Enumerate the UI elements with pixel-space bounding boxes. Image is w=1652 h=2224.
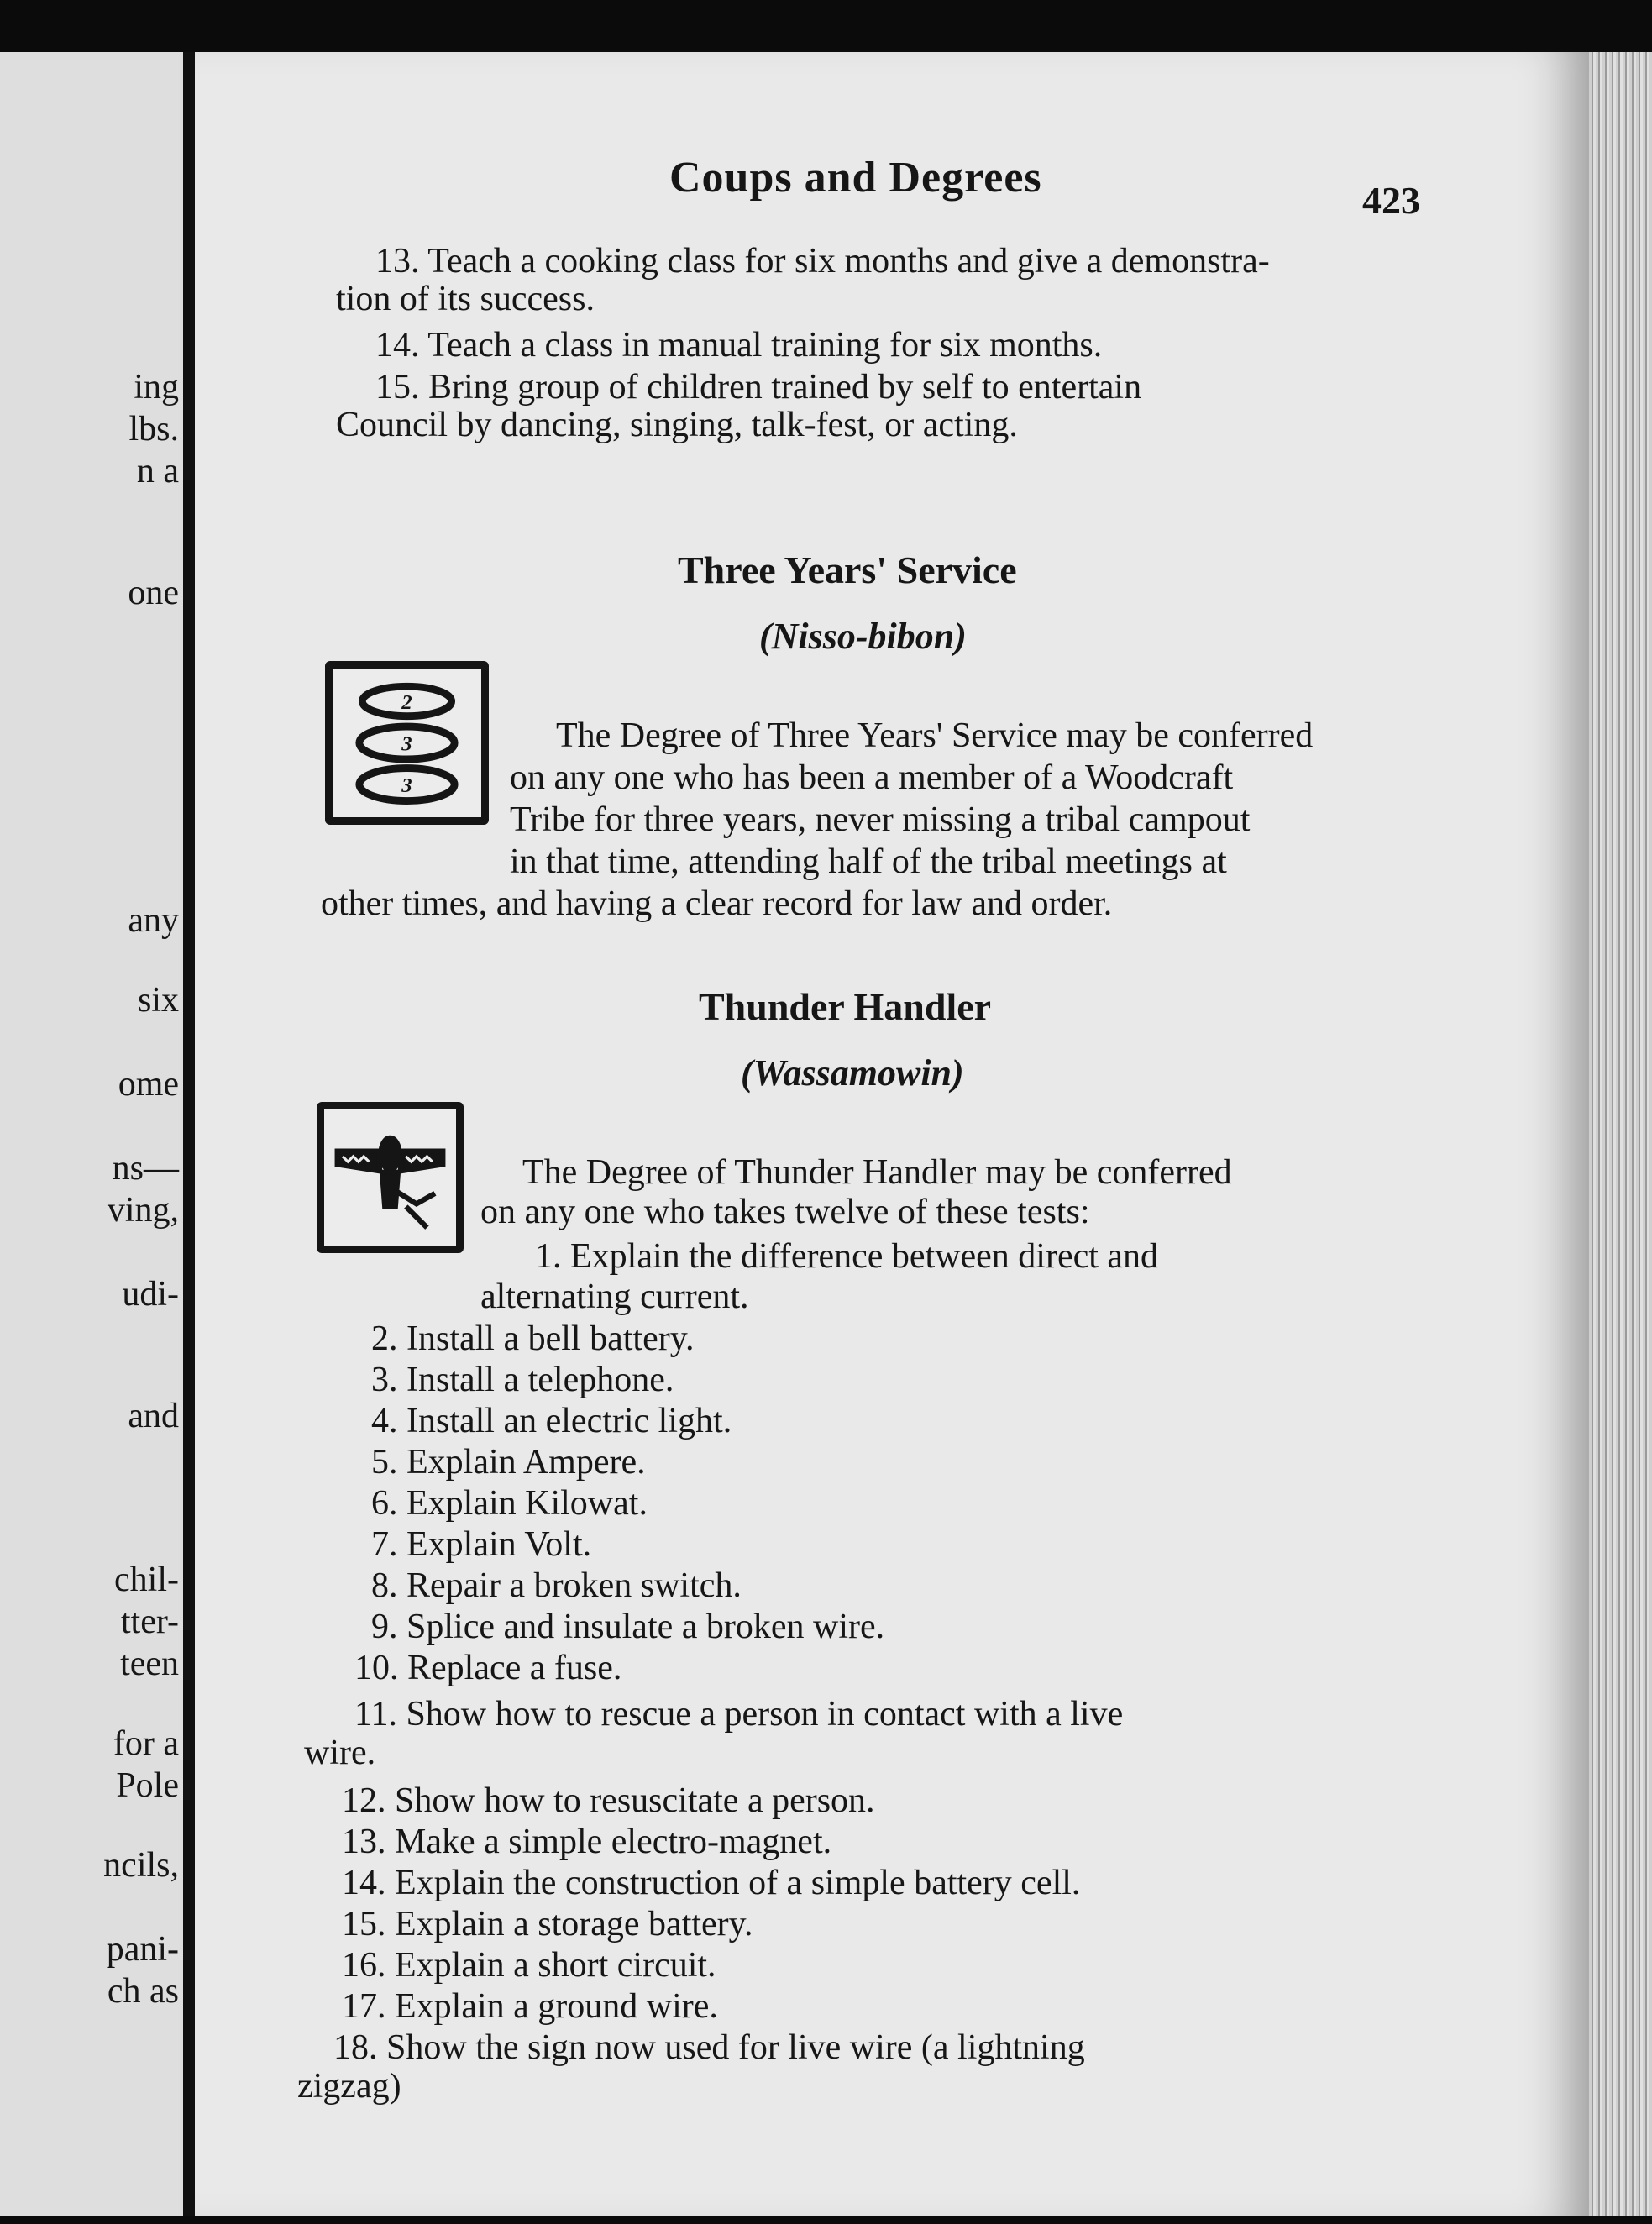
scan-top-border [0,0,1652,52]
left-fragment: ncils, [103,1846,179,1885]
test-text: Show how to rescue a person in contact with a live [406,1695,1124,1734]
left-fragment: teen [120,1644,179,1683]
test-text: Repair a broken switch. [406,1566,742,1605]
test-item [333,2027,1085,2068]
left-fragment: and [128,1397,179,1435]
item-text: Teach a cooking class for six months and give a demonstra- [427,242,1270,281]
left-fragment: one [128,574,179,612]
section-intro-line: on any one who takes twelve of these tests: [480,1193,1090,1231]
test-text: Explain a storage battery. [395,1905,753,1943]
test-item [371,1483,648,1524]
test-text: Explain a short circuit. [395,1946,716,1985]
test-item [342,1904,753,1944]
test-text: Explain Ampere. [406,1443,646,1482]
test-number: 16. [342,1946,386,1985]
test-item [354,1694,1123,1734]
item-text: Teach a class in manual training for six months. [427,326,1103,365]
test-number: 4. [371,1402,398,1440]
left-fragment: chil- [114,1560,179,1599]
left-fragment: any [128,901,179,940]
section-body-line: on any one who has been a member of a Woodcraft [510,758,1234,797]
test-item [371,1442,646,1482]
item-number: 15. [375,368,420,407]
test-item [342,1822,831,1862]
item-number: 13. [375,242,420,281]
test-text: Install a bell battery. [406,1319,695,1358]
book-page [195,52,1597,2216]
test-item [371,1401,732,1441]
section-body-line: The Degree of Three Years' Service may be conferred [556,716,1314,755]
left-fragment: for a [113,1724,179,1763]
left-fragment: udi- [122,1275,179,1314]
test-number: 11. [354,1695,397,1734]
test-item [371,1607,884,1647]
test-text: Install an electric light. [406,1402,732,1440]
test-item-cont: zigzag) [297,2067,401,2106]
test-text: Show the sign now used for live wire (a lightning [386,2028,1085,2067]
section-body-line: Tribe for three years, never missing a tribal campout [510,800,1251,839]
test-item [342,1781,875,1821]
test-number: 10. [354,1649,399,1687]
test-item-cont: wire. [304,1734,376,1772]
page-number: 423 [1362,179,1420,222]
test-number: 18. [333,2028,378,2067]
left-fragment: lbs. [128,410,179,448]
test-item [342,1986,718,2027]
test-number: 9. [371,1608,398,1646]
test-number: 5. [371,1443,398,1482]
emblem-mark: 2 [401,690,412,714]
scan-bottom-border [0,2216,1652,2224]
item-number: 14. [375,326,420,365]
left-fragment: six [137,981,179,1020]
test-number: 3. [371,1361,398,1399]
test-item-cont: alternating current. [480,1277,749,1316]
test-text: Show how to resuscitate a person. [395,1781,875,1820]
section-body-line: other times, and having a clear record for law and order. [321,884,1113,923]
test-item [371,1524,591,1565]
test-text: Make a simple electro-magnet. [395,1823,832,1861]
section-title-thunder-handler: Thunder Handler [699,985,992,1028]
test-number: 2. [371,1319,398,1358]
test-number: 13. [342,1823,386,1861]
section-title-three-years: Three Years' Service [678,548,1017,591]
running-head: Coups and Degrees [669,154,1042,202]
left-fragment: ome [118,1065,179,1104]
left-fragment: n a [136,452,179,490]
section-subtitle-three-years: (Nisso-bibon) [759,616,967,657]
test-number: 7. [371,1525,398,1564]
test-number: 15. [342,1905,386,1943]
left-fragment: ing [134,368,179,407]
test-number: 1. [535,1237,562,1276]
continued-item-13 [375,241,1270,281]
test-number: 8. [371,1566,398,1605]
test-text: Install a telephone. [406,1361,674,1399]
test-item [342,1945,716,1985]
continued-item-14 [375,325,1102,365]
section-body-line: in that time, attending half of the tribal meetings at [510,842,1227,881]
test-text: Explain Volt. [406,1525,592,1564]
test-text: Explain the construction of a simple battery cell. [395,1864,1081,1902]
continued-item-13-cont: tion of its success. [336,280,595,318]
left-fragment: Pole [116,1766,179,1805]
emblem-mark: 3 [401,774,412,797]
test-item [371,1319,694,1359]
test-text: Explain a ground wire. [395,1987,718,2026]
continued-item-15 [375,367,1141,407]
test-text: Splice and insulate a broken wire. [406,1608,885,1646]
left-fragment: ch as [107,1972,179,2011]
test-number: 17. [342,1987,386,2026]
left-facing-page [0,52,189,2224]
test-text: Explain the difference between direct and [570,1237,1159,1276]
book-gutter [183,52,195,2224]
test-number: 6. [371,1484,398,1523]
test-number: 14. [342,1864,386,1902]
page-edge [1589,52,1652,2224]
test-text: Replace a fuse. [407,1649,622,1687]
emblem-mark: 3 [401,732,412,756]
test-text: Explain Kilowat. [406,1484,648,1523]
test-item [371,1360,674,1400]
test-item [371,1566,742,1606]
thunderbird-icon [317,1102,464,1253]
left-fragment: pani- [106,1930,179,1969]
left-fragment: ving, [107,1191,179,1230]
test-item [354,1648,621,1688]
coiled-snake-years-icon [325,661,489,825]
test-item [342,1863,1080,1903]
left-fragment: tter- [120,1602,179,1641]
section-intro-line: The Degree of Thunder Handler may be conferred [522,1153,1232,1192]
left-fragment: ns— [112,1149,179,1188]
item-text: Bring group of children trained by self to entertain [428,368,1142,407]
section-subtitle-thunder-handler: (Wassamowin) [741,1052,964,1094]
continued-item-15-cont: Council by dancing, singing, talk-fest, or acting. [336,406,1018,444]
test-item [535,1236,1158,1277]
test-number: 12. [342,1781,386,1820]
